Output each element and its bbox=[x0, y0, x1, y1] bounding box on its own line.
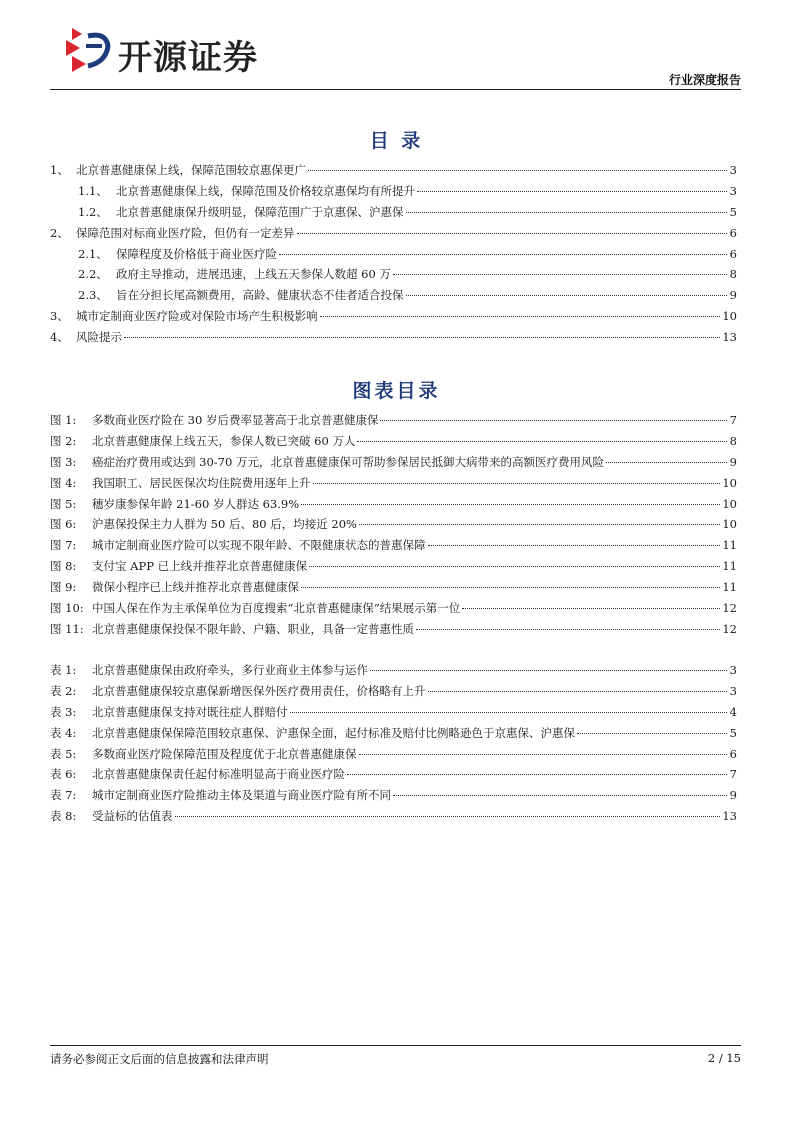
entry-label: 城市定制商业医疗险或对保险市场产生积极影响 bbox=[76, 309, 318, 324]
entry-number: 1.2、 bbox=[78, 204, 108, 219]
entry-page-number: 10 bbox=[722, 496, 737, 511]
leader-dots bbox=[370, 670, 727, 671]
toc-list bbox=[50, 162, 737, 350]
entry-number: 图 10: bbox=[50, 601, 84, 616]
leader-dots bbox=[406, 295, 728, 296]
toc-title: 目 录 bbox=[369, 130, 424, 152]
entry-label: 北京普惠健康保责任起付标准明显高于商业医疗险 bbox=[92, 767, 345, 782]
entry-label: 旨在分担长尾高额费用，高龄、健康状态不佳者适合投保 bbox=[116, 288, 404, 303]
leader-dots bbox=[417, 191, 727, 192]
toc-entry[interactable] bbox=[50, 225, 737, 246]
figure-entry[interactable] bbox=[50, 475, 737, 496]
entry-number: 表 5: bbox=[50, 746, 77, 761]
table-entry[interactable] bbox=[50, 787, 737, 808]
brand-name: 开源证券 bbox=[118, 38, 258, 78]
entry-page-number: 7 bbox=[729, 767, 737, 782]
table-entry[interactable] bbox=[50, 662, 737, 683]
entry-label: 多数商业医疗险在 30 岁后费率显著高于北京普惠健康保 bbox=[92, 413, 379, 427]
leader-dots bbox=[279, 254, 727, 255]
toc-entry[interactable] bbox=[50, 287, 737, 308]
entry-number: 表 3: bbox=[50, 704, 77, 719]
entry-number: 表 1: bbox=[50, 663, 77, 677]
entry-page-number: 8 bbox=[729, 433, 737, 448]
entry-page-number: 3 bbox=[729, 683, 737, 698]
leader-dots bbox=[301, 587, 720, 588]
entry-label: 北京普惠健康保投保不限年龄、户籍、职业，具备一定普惠性质 bbox=[92, 621, 414, 636]
entry-page-number: 9 bbox=[729, 788, 737, 803]
entry-page-number: 13 bbox=[722, 809, 737, 824]
entry-number: 表 4: bbox=[50, 725, 77, 740]
entry-page-number: 11 bbox=[722, 580, 737, 595]
figure-entry[interactable] bbox=[50, 454, 737, 475]
table-entry[interactable] bbox=[50, 808, 737, 829]
leader-dots bbox=[380, 420, 727, 421]
entry-number: 2.3、 bbox=[78, 288, 108, 303]
entry-label: 政府主导推动，进展迅速，上线五天参保人数超 60 万 bbox=[116, 267, 391, 282]
entry-page-number: 13 bbox=[722, 330, 737, 345]
table-entry[interactable] bbox=[50, 746, 737, 767]
header-divider bbox=[50, 89, 741, 90]
leader-dots bbox=[297, 233, 728, 234]
figure-entry[interactable] bbox=[50, 537, 737, 558]
entry-page-number: 10 bbox=[722, 475, 737, 490]
entry-number: 3、 bbox=[50, 309, 69, 324]
entry-label: 受益标的估值表 bbox=[92, 809, 173, 824]
entry-number: 1.1、 bbox=[78, 183, 108, 198]
entry-number: 图 9: bbox=[50, 580, 77, 595]
entry-number: 1、 bbox=[50, 163, 69, 177]
report-type: 行业深度报告 bbox=[668, 73, 741, 87]
entry-page-number: 11 bbox=[722, 538, 737, 553]
entry-page-number: 3 bbox=[729, 163, 737, 177]
leader-dots bbox=[393, 795, 727, 796]
figure-list bbox=[50, 412, 737, 642]
entry-label: 保障程度及价格低于商业医疗险 bbox=[116, 246, 277, 261]
entry-label: 北京普惠健康保上线，保障范围较京惠保更广 bbox=[76, 163, 306, 177]
leader-dots bbox=[175, 816, 721, 817]
entry-label: 城市定制商业医疗险推动主体及渠道与商业医疗险有所不同 bbox=[92, 788, 391, 803]
entry-label: 城市定制商业医疗险可以实现不限年龄、不限健康状态的普惠保障 bbox=[92, 538, 426, 553]
entry-label: 支付宝 APP 已上线并推荐北京普惠健康保 bbox=[92, 559, 308, 574]
leader-dots bbox=[428, 691, 728, 692]
leader-dots bbox=[320, 316, 721, 317]
entry-label: 北京普惠健康保较京惠保新增医保外医疗费用责任，价格略有上升 bbox=[92, 683, 426, 698]
figure-entry[interactable] bbox=[50, 600, 737, 621]
figure-list-title: 图表目录 bbox=[352, 380, 441, 402]
entry-page-number: 3 bbox=[729, 183, 737, 198]
entry-page-number: 10 bbox=[722, 517, 737, 532]
entry-page-number: 5 bbox=[729, 725, 737, 740]
leader-dots bbox=[606, 462, 727, 463]
leader-dots bbox=[359, 524, 720, 525]
disclaimer-note: 请务必参阅正文后面的信息披露和法律声明 bbox=[50, 1052, 269, 1066]
toc-entry[interactable] bbox=[50, 308, 737, 329]
footer-divider bbox=[50, 1045, 741, 1046]
entry-label: 北京普惠健康保升级明显，保障范围广于京惠保、沪惠保 bbox=[116, 204, 404, 219]
entry-page-number: 11 bbox=[722, 559, 737, 574]
entry-number: 图 4: bbox=[50, 475, 77, 490]
leader-dots bbox=[577, 733, 727, 734]
figure-entry[interactable] bbox=[50, 433, 737, 454]
figure-entry[interactable] bbox=[50, 558, 737, 579]
entry-label: 穗岁康参保年龄 21-60 岁人群达 63.9% bbox=[92, 496, 300, 511]
leader-dots bbox=[462, 608, 720, 609]
entry-page-number: 7 bbox=[729, 413, 737, 427]
leader-dots bbox=[406, 212, 728, 213]
entry-page-number: 12 bbox=[722, 621, 737, 636]
entry-number: 图 5: bbox=[50, 496, 77, 511]
table-entry[interactable] bbox=[50, 725, 737, 746]
toc-entry[interactable] bbox=[50, 246, 737, 267]
entry-label: 北京普惠健康保保障范围较京惠保、沪惠保全面，起付标准及赔付比例略逊色于京惠保、沪惠保 bbox=[92, 725, 575, 740]
leader-dots bbox=[308, 170, 727, 171]
leader-dots bbox=[347, 774, 727, 775]
entry-number: 表 6: bbox=[50, 767, 77, 782]
brand-logo bbox=[62, 26, 312, 76]
entry-number: 表 8: bbox=[50, 809, 77, 824]
entry-label: 中国人保在作为主承保单位为百度搜索“北京普惠健康保”结果展示第一位 bbox=[92, 601, 461, 616]
entry-number: 表 2: bbox=[50, 683, 77, 698]
entry-page-number: 9 bbox=[729, 288, 737, 303]
table-entry[interactable] bbox=[50, 704, 737, 725]
brand-logo-icon bbox=[62, 26, 114, 72]
leader-dots bbox=[416, 629, 720, 630]
entry-number: 图 8: bbox=[50, 559, 77, 574]
entry-number: 图 11: bbox=[50, 621, 84, 636]
table-entry[interactable] bbox=[50, 766, 737, 787]
entry-label: 北京普惠健康保由政府牵头，多行业商业主体参与运作 bbox=[92, 663, 368, 677]
toc-entry[interactable] bbox=[50, 204, 737, 225]
entry-number: 表 7: bbox=[50, 788, 77, 803]
leader-dots bbox=[290, 712, 728, 713]
entry-number: 2.1、 bbox=[78, 246, 108, 261]
figure-entry[interactable] bbox=[50, 412, 737, 433]
entry-number: 图 1: bbox=[50, 413, 77, 427]
table-list bbox=[50, 662, 737, 829]
leader-dots bbox=[357, 441, 727, 442]
entry-number: 图 7: bbox=[50, 538, 77, 553]
entry-number: 2.2、 bbox=[78, 267, 108, 282]
entry-page-number: 5 bbox=[729, 204, 737, 219]
entry-page-number: 6 bbox=[729, 225, 737, 240]
entry-page-number: 6 bbox=[729, 246, 737, 261]
entry-label: 沪惠保投保主力人群为 50 后、80 后，均接近 20% bbox=[92, 517, 357, 532]
toc-entry[interactable] bbox=[50, 329, 737, 350]
figure-entry[interactable] bbox=[50, 516, 737, 537]
entry-page-number: 9 bbox=[729, 454, 737, 469]
entry-number: 4、 bbox=[50, 330, 69, 345]
entry-number: 图 6: bbox=[50, 517, 77, 532]
entry-label: 风险提示 bbox=[76, 330, 122, 345]
leader-dots bbox=[393, 274, 727, 275]
leader-dots bbox=[301, 504, 720, 505]
page-indicator: 2 / 15 bbox=[707, 1051, 741, 1065]
entry-label: 北京普惠健康保支持对既往症人群赔付 bbox=[92, 704, 288, 719]
entry-label: 多数商业医疗险保障范围及程度优于北京普惠健康保 bbox=[92, 746, 357, 761]
entry-number: 图 3: bbox=[50, 454, 77, 469]
entry-page-number: 6 bbox=[729, 746, 737, 761]
leader-dots bbox=[313, 483, 721, 484]
leader-dots bbox=[428, 545, 721, 546]
entry-label: 保障范围对标商业医疗险，但仍有一定差异 bbox=[76, 225, 295, 240]
figure-entry[interactable] bbox=[50, 621, 737, 642]
entry-page-number: 10 bbox=[722, 309, 737, 324]
entry-label: 微保小程序已上线并推荐北京普惠健康保 bbox=[92, 580, 299, 595]
entry-label: 北京普惠健康保上线，保障范围及价格较京惠保均有所提升 bbox=[116, 183, 415, 198]
leader-dots bbox=[359, 754, 728, 755]
entry-label: 北京普惠健康保上线五天，参保人数已突破 60 万人 bbox=[92, 433, 356, 448]
toc-entry[interactable] bbox=[50, 162, 737, 183]
leader-dots bbox=[124, 337, 720, 338]
entry-page-number: 8 bbox=[729, 267, 737, 282]
figure-entry[interactable] bbox=[50, 496, 737, 517]
entry-number: 图 2: bbox=[50, 433, 77, 448]
leader-dots bbox=[309, 566, 720, 567]
toc-entry[interactable] bbox=[50, 266, 737, 287]
entry-label: 癌症治疗费用或达到 30-70 万元，北京普惠健康保可帮助参保居民抵御大病带来的高额医疗费用风险 bbox=[92, 454, 604, 469]
table-entry[interactable] bbox=[50, 683, 737, 704]
entry-page-number: 3 bbox=[729, 663, 737, 677]
entry-page-number: 12 bbox=[722, 601, 737, 616]
entry-page-number: 4 bbox=[729, 704, 737, 719]
entry-label: 我国职工、居民医保次均住院费用逐年上升 bbox=[92, 475, 311, 490]
toc-entry[interactable] bbox=[50, 183, 737, 204]
figure-entry[interactable] bbox=[50, 579, 737, 600]
entry-number: 2、 bbox=[50, 225, 69, 240]
